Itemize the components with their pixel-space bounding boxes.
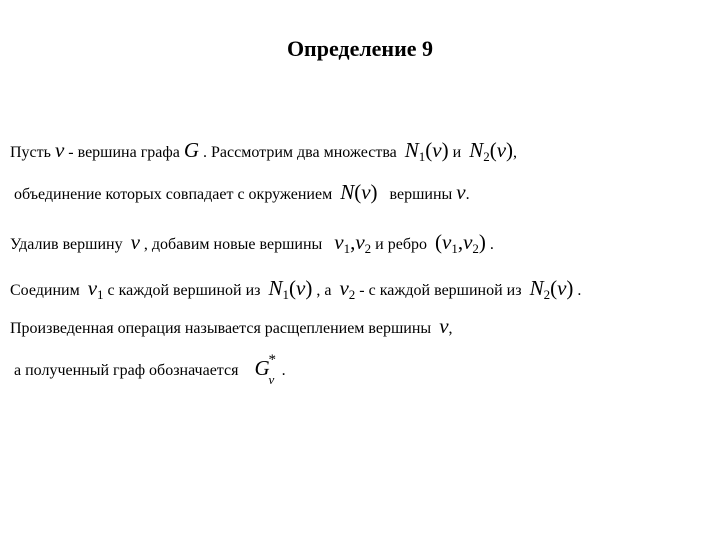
math-v: v bbox=[557, 276, 567, 300]
line-1: Пусть v - вершина графа G . Рассмотрим два множества $N_1(v)$ и $N_2(v)$, bbox=[10, 138, 518, 164]
math-v: v bbox=[361, 180, 371, 204]
text: а полученный граф обозначается bbox=[14, 362, 239, 379]
text: . bbox=[489, 236, 494, 253]
math-v: v bbox=[456, 180, 466, 204]
text: вершины bbox=[389, 186, 453, 203]
text: . bbox=[465, 186, 470, 203]
math-N1: $N_1$ bbox=[404, 138, 426, 164]
text: и ребро bbox=[375, 236, 427, 253]
text: . bbox=[577, 282, 582, 299]
math-v: v bbox=[296, 276, 306, 300]
text: Соединим bbox=[10, 282, 80, 299]
line-4: Соединим $v_1$ с каждой вершиной из $N_1(v)$ , а $v_2$ - с каждой вершиной из $N_2(v)$ . bbox=[10, 276, 582, 302]
math-N2: $N_2$ bbox=[529, 276, 551, 302]
line-3: Удалив вершину v , добавим новые вершины $v_1,v_2$ и ребро $(v_1,v_2)$ . bbox=[10, 230, 494, 256]
math-G-star-v: G * v bbox=[254, 352, 276, 387]
text: , добавим новые вершины bbox=[143, 236, 323, 253]
line-2: объединение которых совпадает с окружением N(v) вершины v. bbox=[14, 180, 470, 204]
math-v1: $v_1$ bbox=[87, 276, 104, 302]
text: , а bbox=[316, 282, 332, 299]
text: . Рассмотрим два множества bbox=[203, 144, 397, 161]
text: Удалив вершину bbox=[10, 236, 123, 253]
math-v: v bbox=[54, 138, 65, 162]
math-N: N bbox=[340, 180, 355, 204]
text: - с каждой вершиной из bbox=[359, 282, 522, 299]
math-v2: $v_2$ bbox=[339, 276, 356, 302]
math-G: G bbox=[183, 138, 200, 162]
text: , bbox=[448, 320, 453, 337]
math-v: v bbox=[496, 138, 507, 162]
math-N2: $N_2$ bbox=[469, 138, 490, 164]
math-v: v bbox=[439, 314, 449, 338]
math-v2: $v_2$ bbox=[463, 230, 479, 256]
text: с каждой вершиной из bbox=[107, 282, 261, 299]
text: . bbox=[281, 362, 286, 379]
text: , bbox=[513, 144, 518, 161]
slide-title: Определение 9 bbox=[286, 36, 434, 61]
math-v: v bbox=[130, 230, 140, 254]
line-6 bbox=[14, 352, 286, 387]
math-v1: $v_1$ bbox=[441, 230, 458, 256]
math-N1: $N_1$ bbox=[268, 276, 290, 302]
math-v2: $v_2$ bbox=[355, 230, 372, 256]
text: - вершина графа bbox=[68, 144, 180, 161]
math-v: v bbox=[432, 138, 442, 162]
text: и bbox=[452, 144, 462, 161]
math-v1: $v_1$ bbox=[334, 230, 351, 256]
line-5 bbox=[10, 314, 453, 341]
text: Произведенная операция называется расщеплением вершины bbox=[10, 320, 432, 337]
text: Пусть bbox=[10, 144, 51, 161]
text: объединение которых совпадает с окружением bbox=[14, 186, 333, 203]
